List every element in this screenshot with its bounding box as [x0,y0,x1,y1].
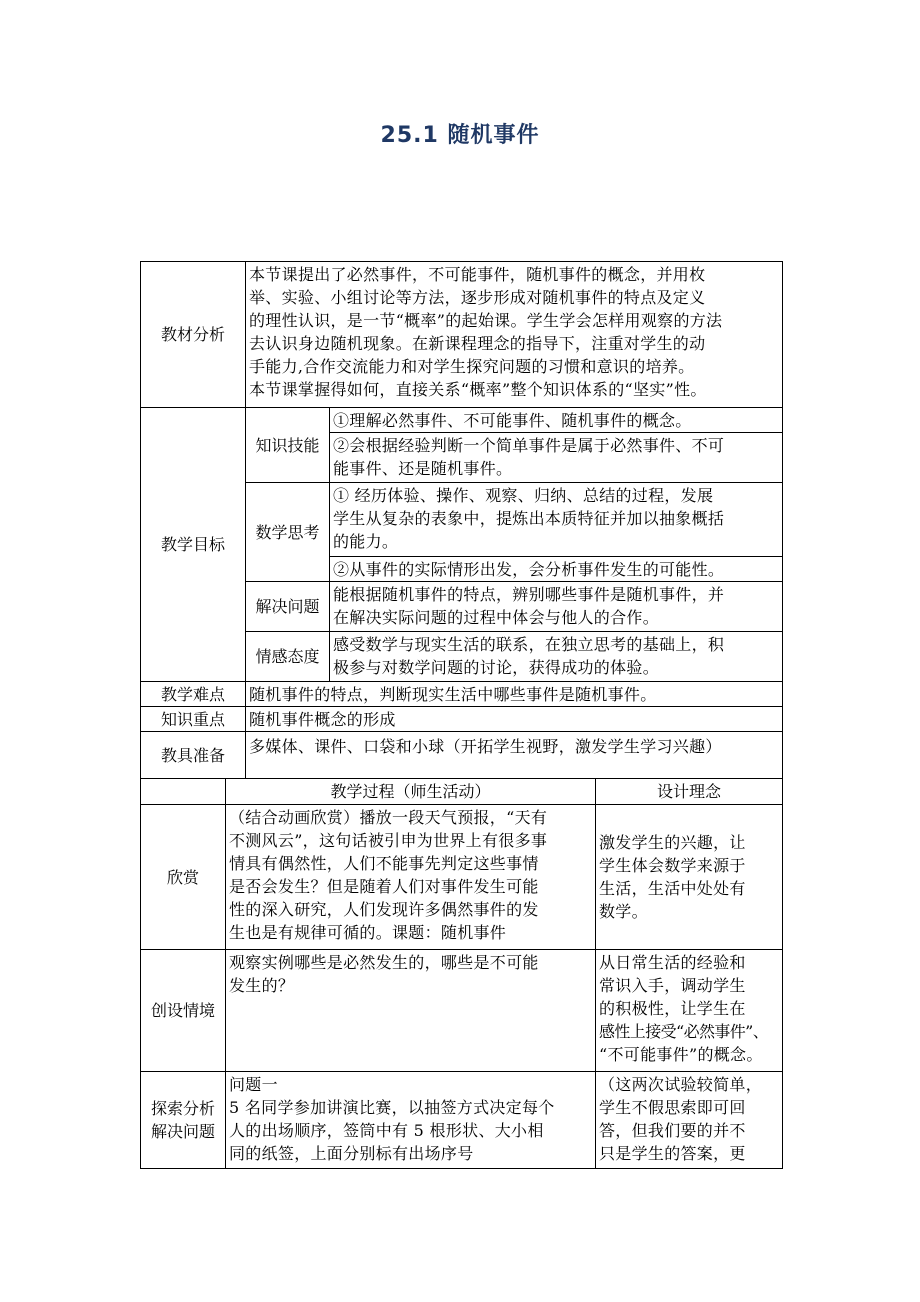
process-header: 教学过程（师生活动） [225,778,596,805]
appreciation-process: （结合动画欣赏）播放一段天气预报，“天有 不测风云”，这句话被引申为世界上有很多事 情具有偶然性，人们不能事先判定这些事情 是否会发生？但是随着人们对事件发生可能 性的深入研究，人们发现许多偶然事件的发 生也是有规律可循的。课题：随机事件 [225,804,596,950]
math-thinking-item-2: ②从事件的实际情形出发，会分析事件发生的可能性。 [329,556,783,582]
knowledge-skills-item-1: ①理解必然事件、不可能事件、随机事件的概念。 [329,407,783,433]
teaching-goals-label: 教学目标 [140,407,246,682]
header-empty-cell [140,778,226,805]
exploration-concept: （这两次试验较简单， 学生不假思索即可回 答，但我们要的并不 只是学生的答案，更 [595,1071,783,1169]
math-thinking-label: 数学思考 [245,482,330,582]
emotion-attitude-text: 感受数学与现实生活的联系，在独立思考的基础上，积 极参与对数学问题的讨论，获得成功的体验。 [329,631,783,682]
material-analysis-label: 教材分析 [140,261,246,408]
problem-solving-label: 解决问题 [245,581,330,632]
exploration-process: 问题一 5 名同学参加讲演比赛，以抽签方式决定每个 人的出场顺序，签筒中有 5 根形状、大小相 同的纸签，上面分别标有出场序号 [225,1071,596,1169]
teaching-tools-text: 多媒体、课件、口袋和小球（开拓学生视野，激发学生学习兴趣） [245,731,783,779]
scenario-label: 创设情境 [140,949,226,1072]
problem-solving-text: 能根据随机事件的特点，辨别哪些事件是随机事件，并 在解决实际问题的过程中体会与他人的合作。 [329,581,783,632]
teaching-difficulty-text: 随机事件的特点，判断现实生活中哪些事件是随机事件。 [245,681,783,707]
teaching-tools-label: 教具准备 [140,731,246,779]
teaching-difficulty-label: 教学难点 [140,681,246,707]
exploration-label: 探索分析 解决问题 [140,1071,226,1169]
concept-header: 设计理念 [595,778,783,805]
knowledge-skills-item-2: ②会根据经验判断一个简单事件是属于必然事件、不可 能事件、还是随机事件。 [329,432,783,483]
knowledge-skills-label: 知识技能 [245,407,330,483]
appreciation-label: 欣赏 [140,804,226,950]
emotion-attitude-label: 情感态度 [245,631,330,682]
math-thinking-item-1: ① 经历体验、操作、观察、归纳、总结的过程，发展 学生从复杂的表象中，提炼出本质特征并加以抽象概括 的能力。 [329,482,783,557]
key-point-text: 随机事件概念的形成 [245,706,783,732]
key-point-label: 知识重点 [140,706,246,732]
appreciation-concept: 激发学生的兴趣，让 学生体会数学来源于 生活，生活中处处有 数学。 [595,804,783,950]
material-analysis-text: 本节课提出了必然事件，不可能事件，随机事件的概念，并用枚 举、实验、小组讨论等方法，逐步形成对随机事件的特点及定义 的理性认识，是一节“概率”的起始课。学生学会怎样用观察的方法 去认识身边随机现象。在新课程理念的指导下，注重对学生的动 手能力,合作交流能力和对学生探究问题的习惯和意识的培养。 本节课掌握得如何，直接关系“概率”整个知识体系的“坚实”性。 [245,261,783,408]
page-title: 25.1 随机事件 [380,123,540,148]
scenario-concept: 从日常生活的经验和 常识入手，调动学生 的积极性，让学生在 感性上接受“必然事件”、 “不可能事件”的概念。 [595,949,783,1072]
scenario-process: 观察实例哪些是必然发生的，哪些是不可能 发生的？ [225,949,596,1072]
